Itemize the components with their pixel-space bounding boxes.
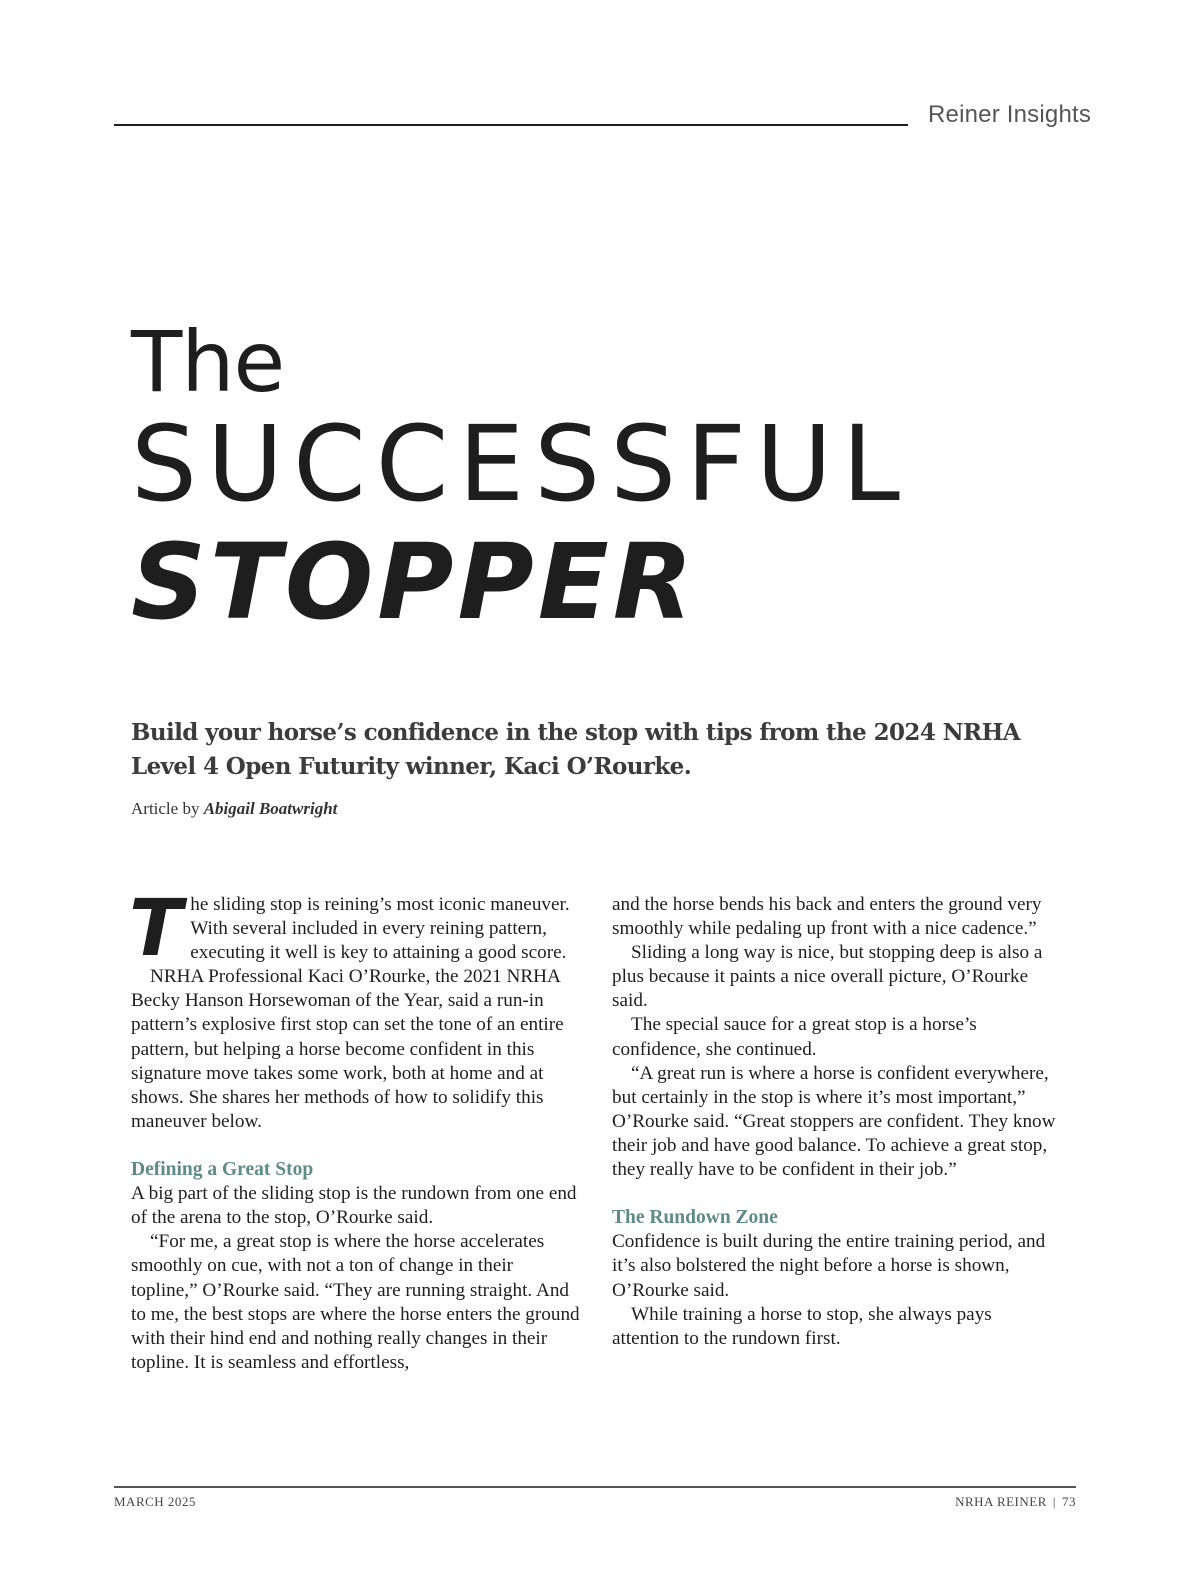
subhead-defining-great-stop: Defining a Great Stop (131, 1159, 314, 1181)
footer-rule (114, 1486, 1076, 1488)
footer-publication-page (955, 1494, 1076, 1510)
body-paragraph: A big part of the sliding stop is the rundown from one end of the arena to the stop, O’Rourke said. (131, 1183, 577, 1229)
byline-author: Abigail Boatwright (203, 799, 338, 818)
header-rule (114, 124, 908, 126)
byline-prefix: Article by (131, 799, 200, 818)
body-paragraph: Confidence is built during the entire training period, and it’s also bolstered the night before a horse is shown, O’Rourke said. (612, 1231, 1046, 1301)
body-paragraph: Sliding a long way is nice, but stopping deep is also a plus because it paints a nice overall picture, O’Rourke said. (612, 942, 1043, 1012)
body-paragraph: While training a horse to stop, she always pays attention to the rundown first. (612, 1303, 992, 1349)
body-column-left (129, 884, 581, 1375)
page-number: 73 (1062, 1494, 1076, 1509)
body-column-right (612, 893, 1062, 1351)
body-paragraph: “For me, a great stop is where the horse accelerates smoothly on cue, with not a ton of change in their topline,” O’Rourke said. “They are running straight. And to me, the best stops are where the horse enters the ground with their hind end and nothing really changes in their topline. It is seamless and effortless, (131, 1231, 580, 1373)
title-line-successful: SUCCESSFUL (131, 403, 910, 525)
body-paragraph (129, 884, 581, 974)
body-paragraph: and the horse bends his back and enters the ground very smoothly while pedaling up front with a nice cadence.” (612, 894, 1042, 940)
section-label: Reiner Insights (928, 101, 1092, 128)
body-paragraph-text: he sliding stop is reining’s most iconic maneuver. With several included in every reining pattern, executing it well is key to attaining a good score. (190, 894, 570, 964)
title-line-the: The (131, 313, 285, 411)
footer-date: MARCH 2025 (114, 1494, 196, 1509)
article-deck: Build your horse’s confidence in the stop with tips from the 2024 NRHA Level 4 Open Futurity winner, Kaci O’Rourke. (131, 719, 1020, 780)
body-paragraph: “A great run is where a horse is confident everywhere, but certainly in the stop is where it’s most important,” O’Rourke said. “Great stoppers are confident. They know their job and have good balance. To achieve a great stop, they really have to be confident in their job.” (612, 1062, 1056, 1181)
body-paragraph: NRHA Professional Kaci O’Rourke, the 2021 NRHA Becky Hanson Horsewoman of the Year, said a run-in pattern’s explosive first stop can set the tone of an entire pattern, but helping a horse become confident in this signature move takes some work, both at home and at shows. She shares her methods of how to solidify this maneuver below. (131, 966, 564, 1132)
footer-separator: | (1052, 1494, 1056, 1509)
title-line-stopper: STOPPER (131, 521, 697, 643)
subhead-rundown-zone: The Rundown Zone (612, 1207, 778, 1229)
footer-publication: NRHA REINER (955, 1494, 1047, 1509)
body-paragraph: The special sauce for a great stop is a horse’s confidence, she continued. (612, 1014, 977, 1060)
drop-cap: T (129, 884, 183, 974)
byline (131, 799, 337, 819)
